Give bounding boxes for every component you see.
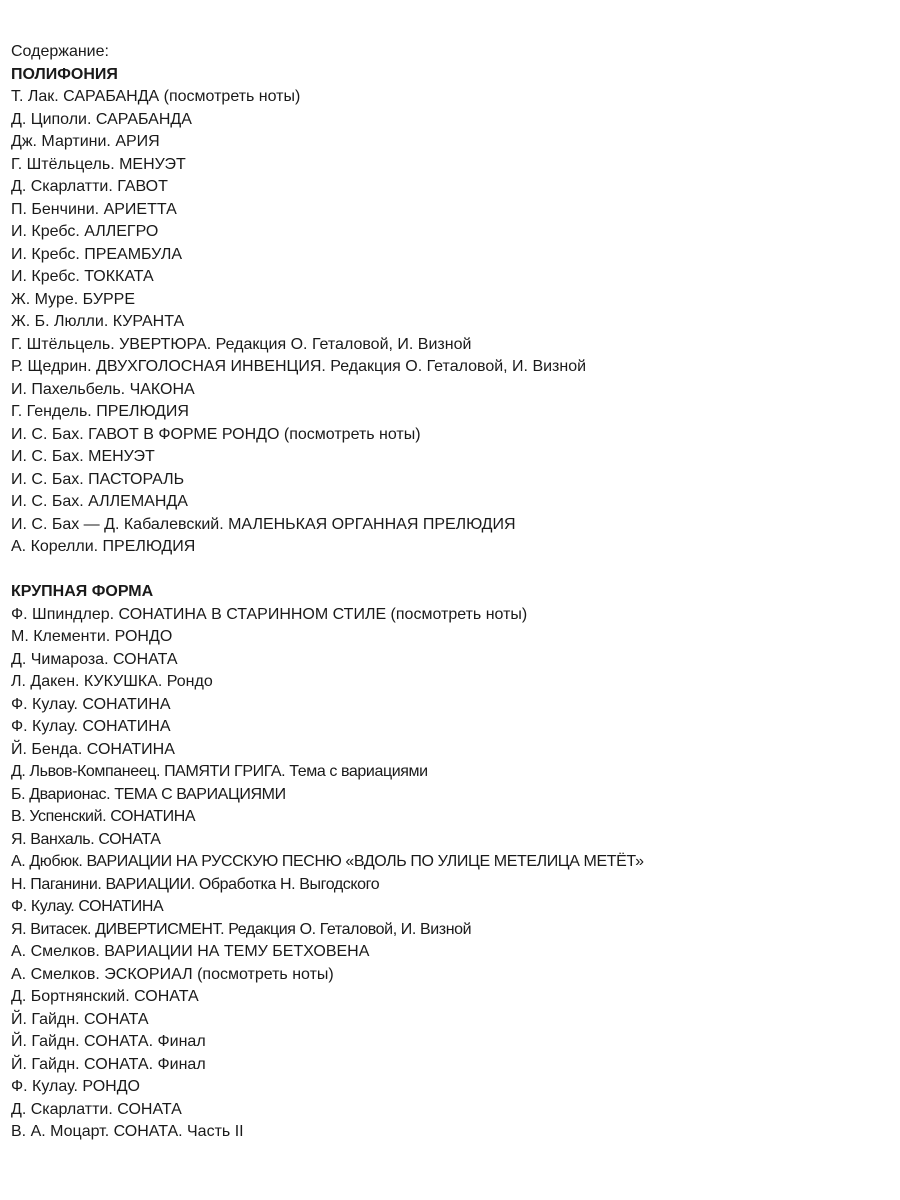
toc-item: И. Кребс. ТОККАТА <box>11 268 154 285</box>
toc-item: Ф. Кулау. СОНАТИНА <box>11 695 171 713</box>
section-title: ПОЛИФОНИЯ <box>11 65 118 83</box>
toc-item: Я. Ванхаль. СОНАТА <box>11 830 161 848</box>
toc-item: Й. Бенда. СОНАТИНА <box>11 740 175 758</box>
toc-item: Н. Паганини. ВАРИАЦИИ. Обработка Н. Выгодского <box>11 875 380 893</box>
toc-item: Г. Гендель. ПРЕЛЮДИЯ <box>11 403 189 420</box>
toc-item: Й. Гайдн. СОНАТА <box>11 1010 149 1028</box>
toc-item: В. Успенский. СОНАТИНА <box>11 808 196 825</box>
toc-item: Д. Скарлатти. ГАВОТ <box>11 178 168 195</box>
contents-label: Содержание: <box>11 43 109 60</box>
toc-item: Р. Щедрин. ДВУХГОЛОСНАЯ ИНВЕНЦИЯ. Редакция О. Геталовой, И. Визной <box>11 358 587 375</box>
section-polyphony <box>11 64 891 559</box>
toc-item: П. Бенчини. АРИЕТТА <box>11 200 177 218</box>
toc-item: Й. Гайдн. СОНАТА. Финал <box>11 1033 206 1050</box>
toc-item: Д. Бортнянский. СОНАТА <box>11 988 199 1005</box>
table-of-contents <box>11 41 891 1144</box>
toc-item: Д. Чимароза. СОНАТА <box>11 650 178 668</box>
toc-item: И. С. Бах. ПАСТОРАЛЬ <box>11 470 185 488</box>
toc-item: Ф. Кулау. СОНАТИНА <box>11 898 164 915</box>
toc-item: Г. Штёльцель. УВЕРТЮРА. Редакция О. Геталовой, И. Визной <box>11 335 472 353</box>
toc-item: А. Корелли. ПРЕЛЮДИЯ <box>11 538 196 555</box>
section-title: КРУПНАЯ ФОРМА <box>11 583 154 600</box>
toc-item: Я. Витасек. ДИВЕРТИСМЕНТ. Редакция О. Геталовой, И. Визной <box>11 920 472 938</box>
section-spacer <box>11 559 891 582</box>
toc-item: Й. Гайдн. СОНАТА. Финал <box>11 1055 206 1073</box>
toc-item: И. С. Бах. ГАВОТ В ФОРМЕ РОНДО (посмотреть ноты) <box>11 425 421 443</box>
toc-item: И. С. Бах — Д. Кабалевский. МАЛЕНЬКАЯ ОРГАННАЯ ПРЕЛЮДИЯ <box>11 515 516 533</box>
section-large-form <box>11 581 891 1144</box>
toc-item: А. Смелков. ВАРИАЦИИ НА ТЕМУ БЕТХОВЕНА <box>11 943 370 960</box>
toc-item: Ф. Кулау. РОНДО <box>11 1078 140 1095</box>
section-item-list <box>11 604 891 1144</box>
toc-item: Ф. Кулау. СОНАТИНА <box>11 718 171 735</box>
toc-item: В. А. Моцарт. СОНАТА. Часть II <box>11 1123 244 1140</box>
toc-item: Дж. Мартини. АРИЯ <box>11 133 160 150</box>
toc-item: А. Смелков. ЭСКОРИАЛ (посмотреть ноты) <box>11 965 334 983</box>
toc-item: Ж. Б. Люлли. КУРАНТА <box>11 313 185 330</box>
toc-item: А. Дюбюк. ВАРИАЦИИ НА РУССКУЮ ПЕСНЮ «ВДОЛЬ ПО УЛИЦЕ МЕТЕЛИЦА МЕТЁТ» <box>11 853 644 870</box>
toc-item: Д. Скарлатти. СОНАТА <box>11 1100 182 1118</box>
toc-item: Ж. Муре. БУРРЕ <box>11 290 135 308</box>
toc-item: И. Кребс. АЛЛЕГРО <box>11 223 159 240</box>
toc-item: И. Пахельбель. ЧАКОНА <box>11 380 195 398</box>
toc-item: Г. Штёльцель. МЕНУЭТ <box>11 155 186 173</box>
toc-item: Б. Дварионас. ТЕМА С ВАРИАЦИЯМИ <box>11 785 286 803</box>
toc-item: Д. Львов-Компанеец. ПАМЯТИ ГРИГА. Тема с вариациями <box>11 763 428 780</box>
toc-item: И. Кребс. ПРЕАМБУЛА <box>11 245 182 263</box>
toc-item: Л. Дакен. КУКУШКА. Рондо <box>11 673 213 690</box>
toc-item: Т. Лак. САРАБАНДА (посмотреть ноты) <box>11 88 301 105</box>
toc-item: И. С. Бах. МЕНУЭТ <box>11 448 155 465</box>
toc-item: Д. Циполи. САРАБАНДА <box>11 110 192 128</box>
toc-item: М. Клементи. РОНДО <box>11 628 173 645</box>
toc-item: И. С. Бах. АЛЛЕМАНДА <box>11 493 188 510</box>
section-item-list <box>11 86 891 559</box>
toc-item: Ф. Шпиндлер. СОНАТИНА В СТАРИННОМ СТИЛЕ (посмотреть ноты) <box>11 605 528 623</box>
